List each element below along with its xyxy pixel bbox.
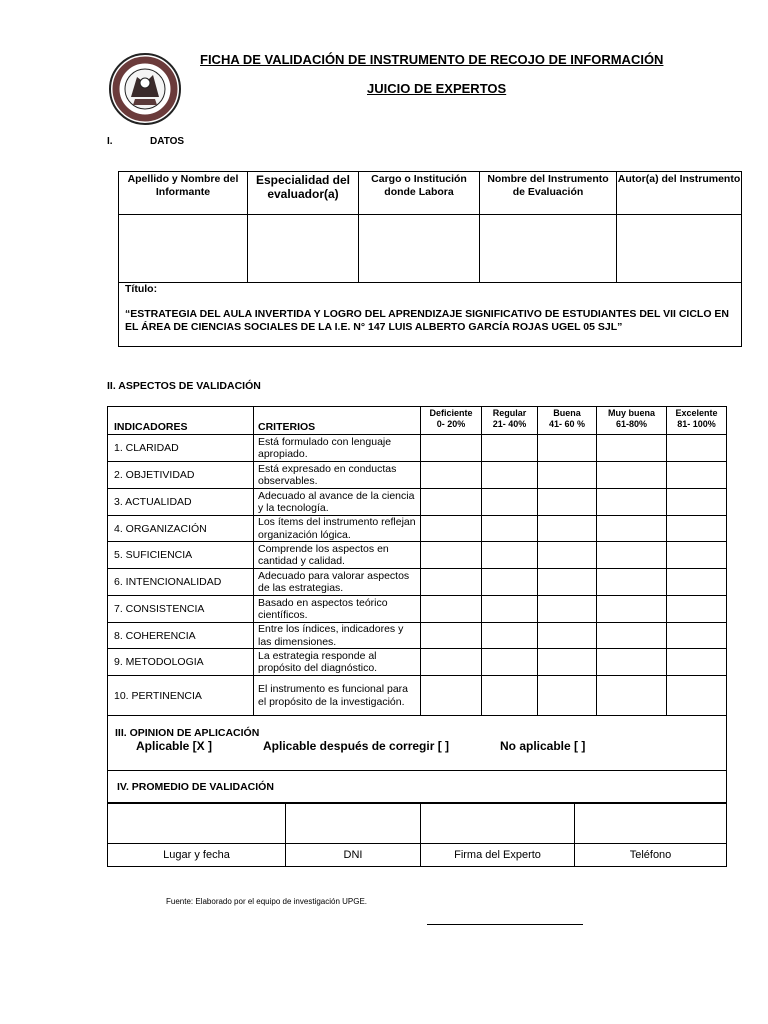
score-cell[interactable] xyxy=(482,676,538,716)
col-especialidad: Especialidad del evaluador(a) xyxy=(248,172,359,215)
promedio-table xyxy=(107,802,727,867)
input-especialidad[interactable] xyxy=(248,215,359,283)
score-cell[interactable] xyxy=(421,596,482,623)
criterio: Está formulado con lenguaje apropiado. xyxy=(254,435,421,462)
titulo-label: Título: xyxy=(125,283,158,295)
score-cell[interactable] xyxy=(482,569,538,596)
score-cell[interactable] xyxy=(538,676,597,716)
criterio: La estrategia responde al propósito del diagnóstico. xyxy=(254,649,421,676)
score-cell[interactable] xyxy=(538,435,597,462)
score-cell[interactable] xyxy=(667,462,727,489)
score-cell[interactable] xyxy=(667,542,727,569)
score-cell[interactable] xyxy=(538,596,597,623)
score-cell[interactable] xyxy=(597,649,667,676)
score-cell[interactable] xyxy=(538,462,597,489)
score-cell[interactable] xyxy=(482,623,538,649)
col-instrumento: Nombre del Instrumento de Evaluación xyxy=(480,172,617,215)
score-cell[interactable] xyxy=(597,596,667,623)
score-cell[interactable] xyxy=(538,489,597,516)
indicador: 2. OBJETIVIDAD xyxy=(108,462,254,489)
score-cell[interactable] xyxy=(667,489,727,516)
indicador: 5. SUFICIENCIA xyxy=(108,542,254,569)
input-instrumento[interactable] xyxy=(480,215,617,283)
faculty-seal-logo xyxy=(107,53,183,125)
score-cell[interactable] xyxy=(482,542,538,569)
score-cell[interactable] xyxy=(482,596,538,623)
input-firma[interactable] xyxy=(421,803,575,844)
score-cell[interactable] xyxy=(482,649,538,676)
indicador: 3. ACTUALIDAD xyxy=(108,489,254,516)
titulo-text: “ESTRATEGIA DEL AULA INVERTIDA Y LOGRO DEL APRENDIZAJE SIGNIFICATIVO DE ESTUDIANTES DEL VII CICLO EN EL ÁREA DE CIENCIAS SOCIALES DE LA I.E. N° 147 LUIS ALBERTO GARCÍA ROJAS UGEL 05 SJL” xyxy=(125,308,730,333)
score-cell[interactable] xyxy=(482,435,538,462)
table-row xyxy=(108,676,727,716)
score-cell[interactable] xyxy=(667,435,727,462)
table-row xyxy=(108,596,727,623)
score-cell[interactable] xyxy=(597,542,667,569)
opinion-options xyxy=(115,739,726,755)
score-cell[interactable] xyxy=(667,649,727,676)
input-lugar-fecha[interactable] xyxy=(108,803,286,844)
col-autor: Autor(a) del Instrumento xyxy=(617,172,742,215)
score-cell[interactable] xyxy=(597,569,667,596)
score-cell[interactable] xyxy=(482,462,538,489)
table-row xyxy=(108,623,727,649)
input-autor[interactable] xyxy=(617,215,742,283)
table-row xyxy=(108,516,727,542)
option-aplicable[interactable]: Aplicable [X ] xyxy=(136,739,213,753)
score-cell[interactable] xyxy=(538,623,597,649)
section2-label: II. ASPECTOS DE VALIDACIÓN xyxy=(107,380,261,392)
score-cell[interactable] xyxy=(667,623,727,649)
table-row xyxy=(108,489,727,516)
input-telefono[interactable] xyxy=(575,803,727,844)
score-cell[interactable] xyxy=(597,676,667,716)
score-cell[interactable] xyxy=(597,489,667,516)
score-cell[interactable] xyxy=(421,462,482,489)
table-row xyxy=(108,435,727,462)
input-informante[interactable] xyxy=(119,215,248,283)
score-cell[interactable] xyxy=(538,649,597,676)
score-cell[interactable] xyxy=(597,462,667,489)
score-cell[interactable] xyxy=(421,649,482,676)
col-informante: Apellido y Nombre del Informante xyxy=(119,172,248,215)
document-subtitle: JUICIO DE EXPERTOS xyxy=(367,81,507,96)
document-title: FICHA DE VALIDACIÓN DE INSTRUMENTO DE RECOJO DE INFORMACIÓN xyxy=(200,52,664,67)
table-row xyxy=(108,542,727,569)
seal-icon xyxy=(107,53,183,125)
col-cargo: Cargo o Institución donde Labora xyxy=(359,172,480,215)
score-cell[interactable] xyxy=(538,569,597,596)
criterio: Comprende los aspectos en cantidad y calidad. xyxy=(254,542,421,569)
indicador: 9. METODOLOGIA xyxy=(108,649,254,676)
option-aplicable-despues[interactable]: Aplicable después de corregir [ ] xyxy=(263,739,450,753)
section1-label: DATOS xyxy=(150,136,185,147)
score-cell[interactable] xyxy=(421,623,482,649)
source-note: Fuente: Elaborado por el equipo de investigación UPGE. xyxy=(166,897,368,906)
score-cell[interactable] xyxy=(421,435,482,462)
score-cell[interactable] xyxy=(482,489,538,516)
score-cell[interactable] xyxy=(667,676,727,716)
criterio: Adecuado para valorar aspectos de las estrategias. xyxy=(254,569,421,596)
datos-table xyxy=(118,171,742,347)
score-cell[interactable] xyxy=(421,516,482,542)
indicador: 7. CONSISTENCIA xyxy=(108,596,254,623)
score-cell[interactable] xyxy=(421,542,482,569)
validation-table xyxy=(107,406,727,804)
criterio: Entre los índices, indicadores y las dimensiones. xyxy=(254,623,421,649)
indicador: 1. CLARIDAD xyxy=(108,435,254,462)
score-cell[interactable] xyxy=(667,596,727,623)
scale-regular: Regular 21- 40% xyxy=(482,407,538,435)
score-cell[interactable] xyxy=(597,623,667,649)
indicador: 8. COHERENCIA xyxy=(108,623,254,649)
section4-label: IV. PROMEDIO DE VALIDACIÓN xyxy=(108,771,727,804)
opinion-cell xyxy=(108,716,727,771)
scale-muy-buena: Muy buena 61-80% xyxy=(597,407,667,435)
criterio: Está expresado en conductas observables. xyxy=(254,462,421,489)
footer-firma: Firma del Experto xyxy=(421,844,575,867)
footer-telefono: Teléfono xyxy=(575,844,727,867)
section1-number: I. xyxy=(107,136,113,147)
footer-lugar-fecha: Lugar y fecha xyxy=(108,844,286,867)
scale-buena: Buena 41- 60 % xyxy=(538,407,597,435)
input-dni[interactable] xyxy=(286,803,421,844)
footer-dni: DNI xyxy=(286,844,421,867)
score-cell[interactable] xyxy=(421,676,482,716)
criterio: Basado en aspectos teórico científicos. xyxy=(254,596,421,623)
indicador: 6. INTENCIONALIDAD xyxy=(108,569,254,596)
score-cell[interactable] xyxy=(482,516,538,542)
table-row xyxy=(108,569,727,596)
col-criterios: CRITERIOS xyxy=(254,407,421,435)
indicador: 10. PERTINENCIA xyxy=(108,676,254,716)
input-cargo[interactable] xyxy=(359,215,480,283)
criterio: Los ítems del instrumento reflejan organización lógica. xyxy=(254,516,421,542)
table-row xyxy=(108,649,727,676)
scale-deficiente: Deficiente 0- 20% xyxy=(421,407,482,435)
score-cell[interactable] xyxy=(538,542,597,569)
criterio: Adecuado al avance de la ciencia y la tecnología. xyxy=(254,489,421,516)
scale-excelente: Excelente 81- 100% xyxy=(667,407,727,435)
signature-line xyxy=(427,924,583,925)
score-cell[interactable] xyxy=(667,516,727,542)
section3-label: III. OPINION DE APLICACIÓN xyxy=(115,727,260,739)
score-cell[interactable] xyxy=(421,489,482,516)
score-cell[interactable] xyxy=(667,569,727,596)
titulo-cell xyxy=(119,283,742,347)
score-cell[interactable] xyxy=(597,516,667,542)
indicador: 4. ORGANIZACIÓN xyxy=(108,516,254,542)
col-indicadores: INDICADORES xyxy=(108,407,254,435)
score-cell[interactable] xyxy=(597,435,667,462)
option-no-aplicable[interactable]: No aplicable [ ] xyxy=(500,739,586,753)
table-row xyxy=(108,462,727,489)
score-cell[interactable] xyxy=(538,516,597,542)
criterio: El instrumento es funcional para el propósito de la investigación. xyxy=(254,676,421,716)
score-cell[interactable] xyxy=(421,569,482,596)
